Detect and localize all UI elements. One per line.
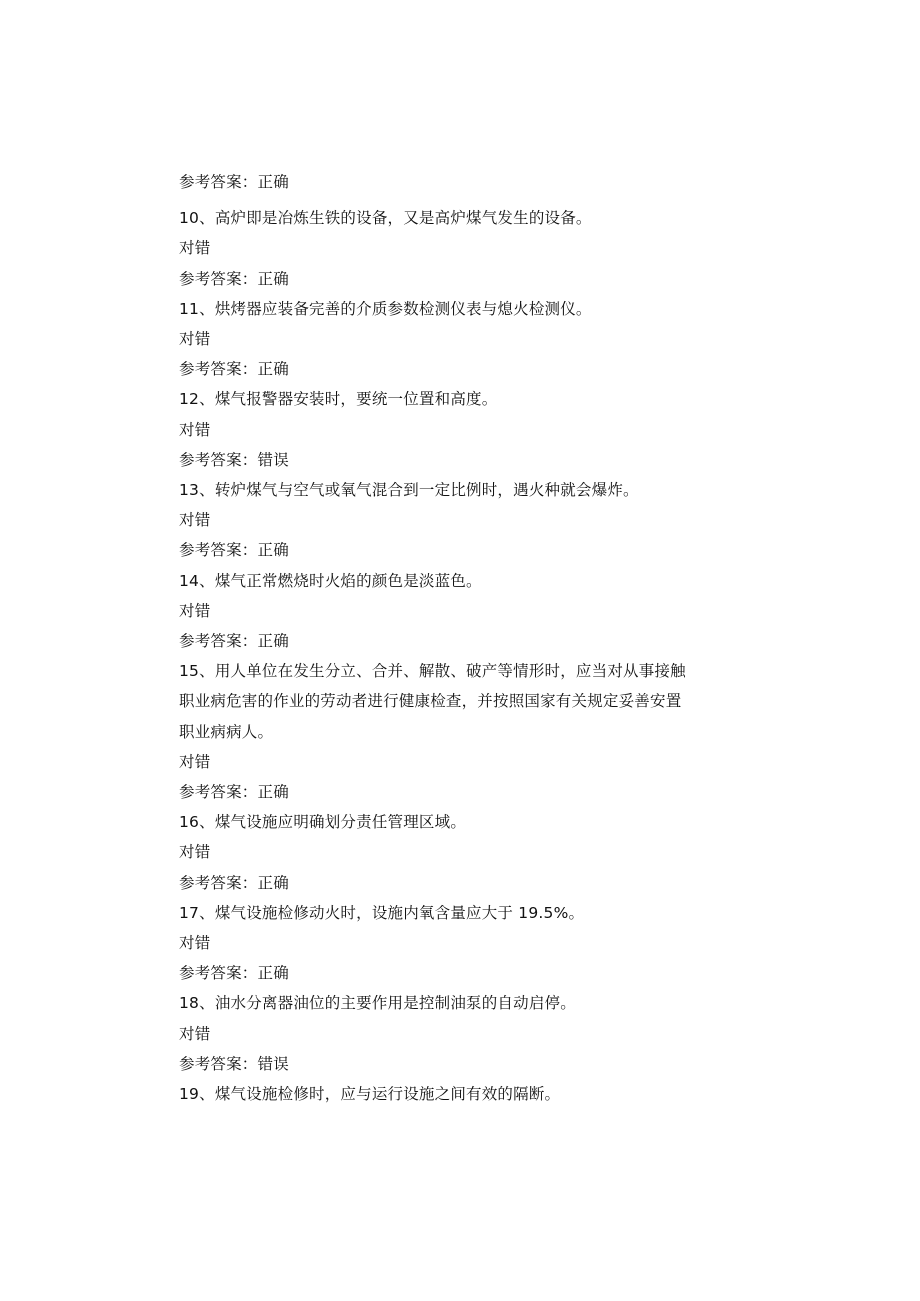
question-text: 19、煤气设施检修时，应与运行设施之间有效的隔断。: [179, 1085, 561, 1104]
question-text-continued: 职业病危害的作业的劳动者进行健康检查，并按照国家有关规定妥善安置: [179, 692, 682, 711]
question-block: [179, 384, 739, 475]
answer-line: 参考答案：正确: [179, 360, 289, 379]
question-text: 10、高炉即是冶炼生铁的设备，又是高炉煤气发生的设备。: [179, 209, 592, 228]
options-line: 对错: [179, 330, 211, 349]
options-line: 对错: [179, 239, 211, 258]
answer-line: 参考答案：正确: [179, 632, 289, 651]
question-block: [179, 898, 739, 989]
answer-line: 参考答案：错误: [179, 1054, 289, 1073]
options-line: 对错: [179, 934, 211, 953]
question-text: 18、油水分离器油位的主要作用是控制油泵的自动启停。: [179, 994, 576, 1013]
question-text: 11、烘烤器应装备完善的介质参数检测仪表与熄火检测仪。: [179, 299, 592, 318]
options-line: 对错: [179, 1024, 211, 1043]
question-text: 14、煤气正常燃烧时火焰的颜色是淡蓝色。: [179, 571, 482, 590]
options-line: 对错: [179, 511, 211, 530]
answer-line: 参考答案：正确: [179, 173, 289, 191]
answer-line: 参考答案：正确: [179, 541, 289, 560]
question-text: 17、煤气设施检修动火时，设施内氧含量应大于 19.5%。: [179, 903, 585, 922]
question-block: [179, 203, 739, 294]
answer-line: 参考答案：正确: [179, 873, 289, 892]
options-line: 对错: [179, 752, 211, 771]
options-line: 对错: [179, 420, 211, 439]
answer-line: 参考答案：正确: [179, 783, 289, 802]
question-block: [179, 475, 739, 566]
question-text-continued: 职业病病人。: [179, 722, 274, 741]
document-page: [179, 167, 739, 1109]
question-block: [179, 566, 739, 657]
question-block: [179, 294, 739, 385]
options-line: 对错: [179, 601, 211, 620]
answer-line: 参考答案：正确: [179, 964, 289, 983]
question-text: 15、用人单位在发生分立、合并、解散、破产等情形时，应当对从事接触: [179, 662, 686, 681]
question-text: 13、转炉煤气与空气或氧气混合到一定比例时，遇火种就会爆炸。: [179, 481, 639, 500]
question-text: 12、煤气报警器安装时，要统一位置和高度。: [179, 390, 498, 409]
answer-line: 参考答案：正确: [179, 269, 289, 288]
question-block: [179, 656, 739, 807]
question-block: [179, 988, 739, 1079]
options-line: 对错: [179, 843, 211, 862]
question-text: 16、煤气设施应明确划分责任管理区域。: [179, 813, 467, 832]
answer-line: 参考答案：错误: [179, 450, 289, 469]
question-block: [179, 807, 739, 898]
